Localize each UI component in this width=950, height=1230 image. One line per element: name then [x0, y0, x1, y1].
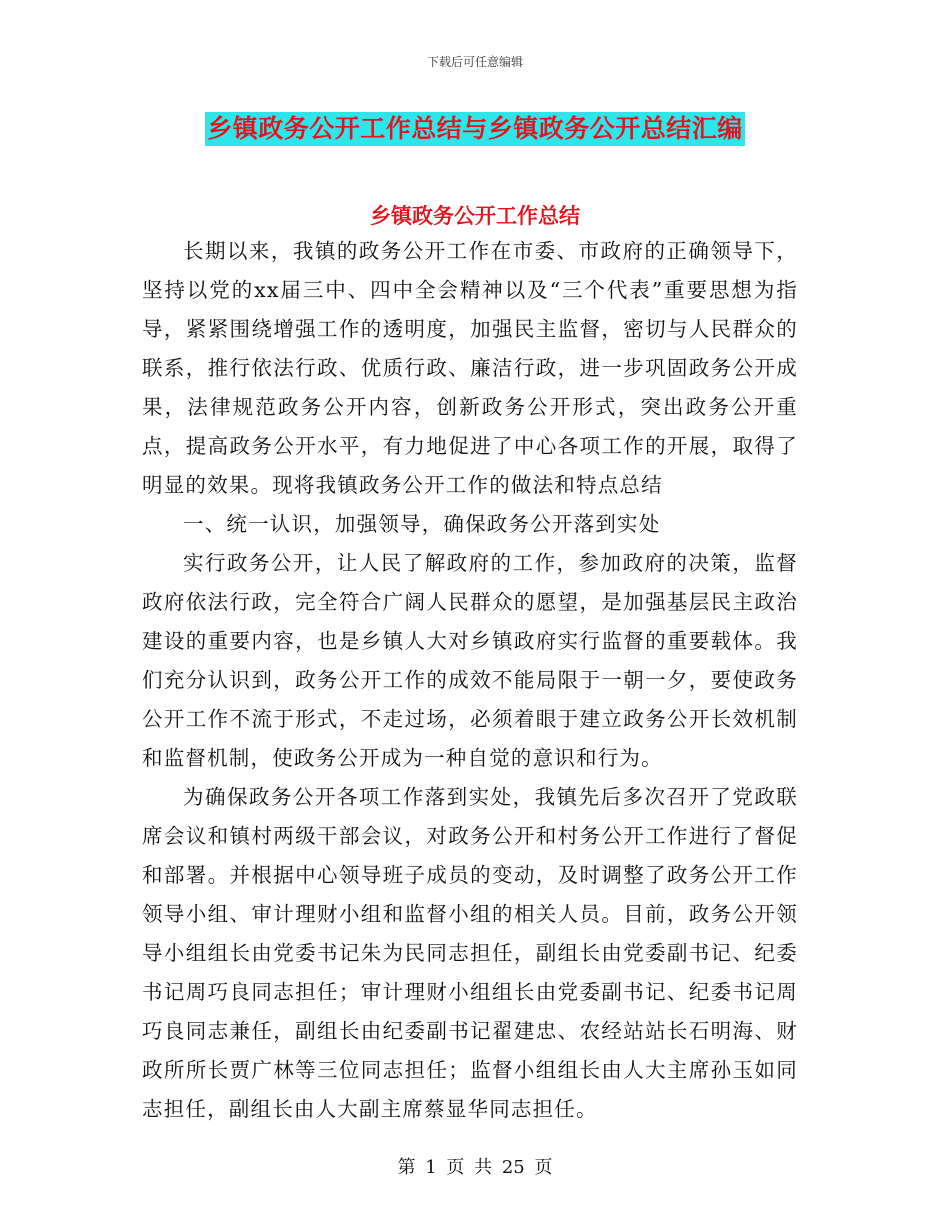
main-title: 乡镇政务公开工作总结与乡镇政务公开总结汇编	[205, 112, 745, 146]
section-heading-1: 一、统一认识，加强领导，确保政务公开落到实处	[183, 512, 661, 536]
main-title-container	[0, 112, 950, 146]
paragraph-2: 实行政务公开，让人民了解政府的工作，参加政府的决策，监督政府依法行政，完全符合广阔人民群众的愿望，是加强基层民主政治建设的重要内容，也是乡镇人大对乡镇政府实行监督的重要载体。我们充分认识到，政务公开工作的成效不能局限于一朝一夕，要使政务公开工作不流于形式，不走过场，必须着眼于建立政务公开长效机制和监督机制，使政务公开成为一种自觉的意识和行为。	[142, 551, 798, 770]
page-number: 第 1 页 共 25 页	[397, 1157, 553, 1178]
section-title: 乡镇政务公开工作总结	[370, 204, 580, 228]
paragraph-3: 为确保政务公开各项工作落到实处，我镇先后多次召开了党政联席会议和镇村两级干部会议，对政务公开和村务公开工作进行了督促和部署。并根据中心领导班子成员的变动，及时调整了政务公开工作领导小组、审计理财小组和监督小组的相关人员。目前，政务公开领导小组组长由党委书记朱为民同志担任，副组长由党委副书记、纪委书记周巧良同志担任；审计理财小组组长由党委副书记、纪委书记周巧良同志兼任，副组长由纪委副书记翟建忠、农经站站长石明海、财政所所长贾广林等三位同志担任；监督小组组长由人大主席孙玉如同志担任，副组长由人大副主席蔡显华同志担任。	[142, 785, 798, 1121]
header-note: 下载后可任意编辑	[426, 55, 523, 69]
document-body	[142, 212, 798, 1129]
paragraph-intro: 长期以来，我镇的政务公开工作在市委、市政府的正确领导下，坚持以党的xx届三中、四中全会精神以及“三个代表”重要思想为指导，紧紧围绕增强工作的透明度，加强民主监督，密切与人民群众的联系，推行依法行政、优质行政、廉洁行政，进一步巩固政务公开成果，法律规范政务公开内容，创新政务公开形式，突出政务公开重点，提高政务公开水平，有力地促进了中心各项工作的开展，取得了明显的效果。现将我镇政务公开工作的做法和特点总结	[142, 239, 799, 497]
